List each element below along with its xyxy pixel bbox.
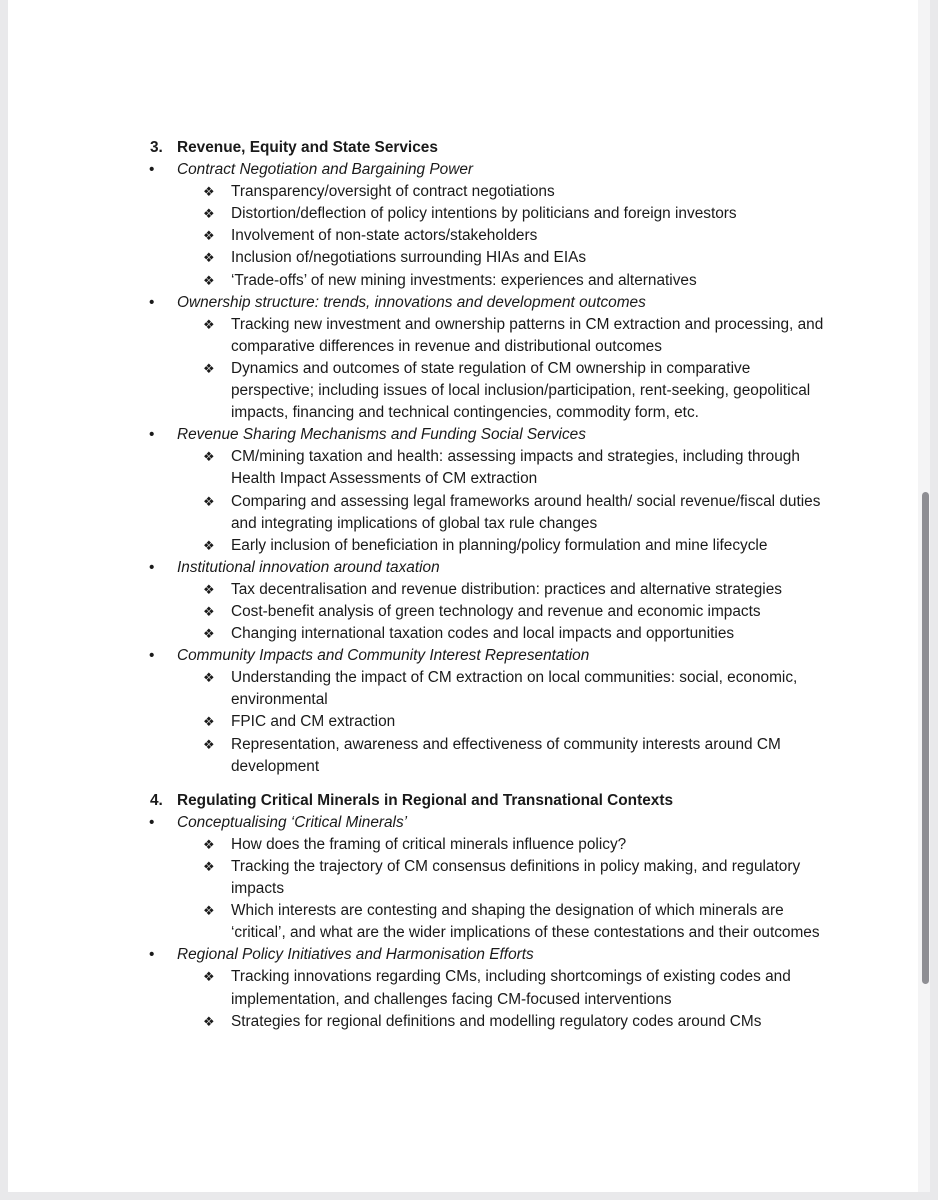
section-title: Regulating Critical Minerals in Regional and Transnational Contexts [177,791,674,809]
item-list [8,446,908,556]
item-list [8,834,908,944]
diamond-bullet-icon: ❖ [203,228,215,244]
document-page [8,0,930,1192]
bullet-icon: • [149,293,155,311]
subheading-text: Revenue Sharing Mechanisms and Funding Social Services [177,426,586,444]
list-item [8,203,834,225]
list-item-text: Tracking new investment and ownership patterns in CM extraction and processing, and comparative differences in revenue and distributional outcomes [231,315,824,355]
subheading-text: Contract Negotiation and Bargaining Power [177,161,474,179]
list-item [8,579,834,601]
list-item [8,181,834,203]
item-list [8,181,908,291]
diamond-bullet-icon: ❖ [203,581,215,597]
item-list [8,966,908,1032]
diamond-bullet-icon: ❖ [203,537,215,553]
list-item [8,491,834,535]
diamond-bullet-icon: ❖ [203,859,215,874]
bullet-icon: • [149,426,155,444]
subheading [8,159,908,181]
list-item-text: Tracking the trajectory of CM consensus definitions in policy making, and regulatory impacts [231,858,801,898]
subheading [8,812,908,834]
list-item [8,314,834,358]
item-list [8,314,908,424]
diamond-bullet-icon: ❖ [203,736,215,752]
section-number: 3. [150,139,163,156]
subheading-text: Community Impacts and Community Interest Representation [177,647,590,665]
list-item-text: Which interests are contesting and shaping the designation of which minerals are ‘critical’, and what are the wider implications of these contestations and their outcomes [231,902,820,942]
section-title: Revenue, Equity and State Services [177,139,438,156]
subheading [8,944,908,966]
section-heading [8,790,908,812]
bullet-icon: • [149,813,155,831]
list-item [8,856,834,900]
diamond-bullet-icon: ❖ [203,670,215,686]
list-item-text: Tracking innovations regarding CMs, including shortcomings of existing codes and implementation, and challenges facing CM-focused interventions [231,968,791,1008]
list-item-text: Distortion/deflection of policy intentions by politicians and foreign investors [231,205,737,223]
section-number: 4. [150,791,163,809]
item-list [8,667,908,777]
list-item [8,358,834,424]
diamond-bullet-icon: ❖ [203,714,215,730]
list-item-text: Cost-benefit analysis of green technology and revenue and economic impacts [231,602,761,620]
subheading [8,557,908,579]
list-item-text: Involvement of non-state actors/stakeholders [231,227,538,245]
diamond-bullet-icon: ❖ [203,1013,215,1029]
list-item-text: How does the framing of critical minerals influence policy? [231,835,627,853]
list-item-text: Dynamics and outcomes of state regulation of CM ownership in comparative perspective; including issues of local inclusion/participation, rent-seeking, geopolitical impacts, financing and technical contingencies, commodity form, etc. [231,359,811,422]
list-item-text: FPIC and CM extraction [231,713,396,731]
subheading-text: Institutional innovation around taxation [177,558,440,576]
list-item [8,225,834,247]
diamond-bullet-icon: ❖ [203,903,215,919]
diamond-bullet-icon: ❖ [203,449,215,465]
list-item-text: Strategies for regional definitions and modelling regulatory codes around CMs [231,1012,762,1030]
list-item-text: Understanding the impact of CM extraction on local communities: social, economic, environmental [231,669,798,709]
list-item-text: Changing international taxation codes and local impacts and opportunities [231,625,735,643]
subheading [8,645,908,667]
list-item-text: Representation, awareness and effectiveness of community interests around CM development [231,735,781,775]
diamond-bullet-icon: ❖ [203,626,215,642]
bullet-icon: • [149,946,155,964]
diamond-bullet-icon: ❖ [203,969,215,985]
diamond-bullet-icon: ❖ [203,250,215,266]
list-item [8,535,834,557]
list-item-text: Transparency/oversight of contract negotiations [231,183,555,201]
diamond-bullet-icon: ❖ [203,493,215,509]
bullet-icon: • [149,647,155,665]
list-item [8,247,834,269]
list-item [8,667,834,711]
section-spacer [8,778,908,790]
diamond-bullet-icon: ❖ [203,603,215,619]
list-item-text: Comparing and assessing legal frameworks around health/ social revenue/fiscal duties and integrating implications of global tax rule changes [231,492,821,532]
diamond-bullet-icon: ❖ [203,184,215,200]
list-item [8,900,834,944]
subheading-text: Regional Policy Initiatives and Harmonisation Efforts [177,946,534,964]
item-list [8,579,908,645]
list-item [8,966,834,1010]
list-item [8,834,834,856]
diamond-bullet-icon: ❖ [203,360,215,376]
subheading-text: Conceptualising ‘Critical Minerals’ [177,813,408,831]
subheading-text: Ownership structure: trends, innovations and development outcomes [177,293,646,311]
list-item-text: Early inclusion of beneficiation in planning/policy formulation and mine lifecycle [231,536,768,554]
diamond-bullet-icon: ❖ [203,836,215,852]
list-item [8,446,834,490]
subheading [8,292,908,314]
list-item [8,1011,834,1033]
list-item-text: Tax decentralisation and revenue distribution: practices and alternative strategies [231,580,782,598]
bullet-icon: • [149,558,155,576]
diamond-bullet-icon: ❖ [203,206,215,222]
bullet-icon: • [149,161,155,179]
document-content [8,137,908,1033]
list-item-text: ‘Trade-offs’ of new mining investments: experiences and alternatives [231,271,697,289]
list-item [8,270,834,292]
section-heading [8,137,908,159]
list-item [8,734,834,778]
diamond-bullet-icon: ❖ [203,272,215,288]
scrollbar-thumb[interactable] [922,492,929,984]
list-item-text: CM/mining taxation and health: assessing impacts and strategies, including through Health Impact Assessments of CM extraction [231,448,800,488]
subheading [8,424,908,446]
list-item-text: Inclusion of/negotiations surrounding HIAs and EIAs [231,249,587,267]
list-item [8,601,834,623]
diamond-bullet-icon: ❖ [203,316,215,332]
list-item [8,623,834,645]
list-item [8,711,834,733]
